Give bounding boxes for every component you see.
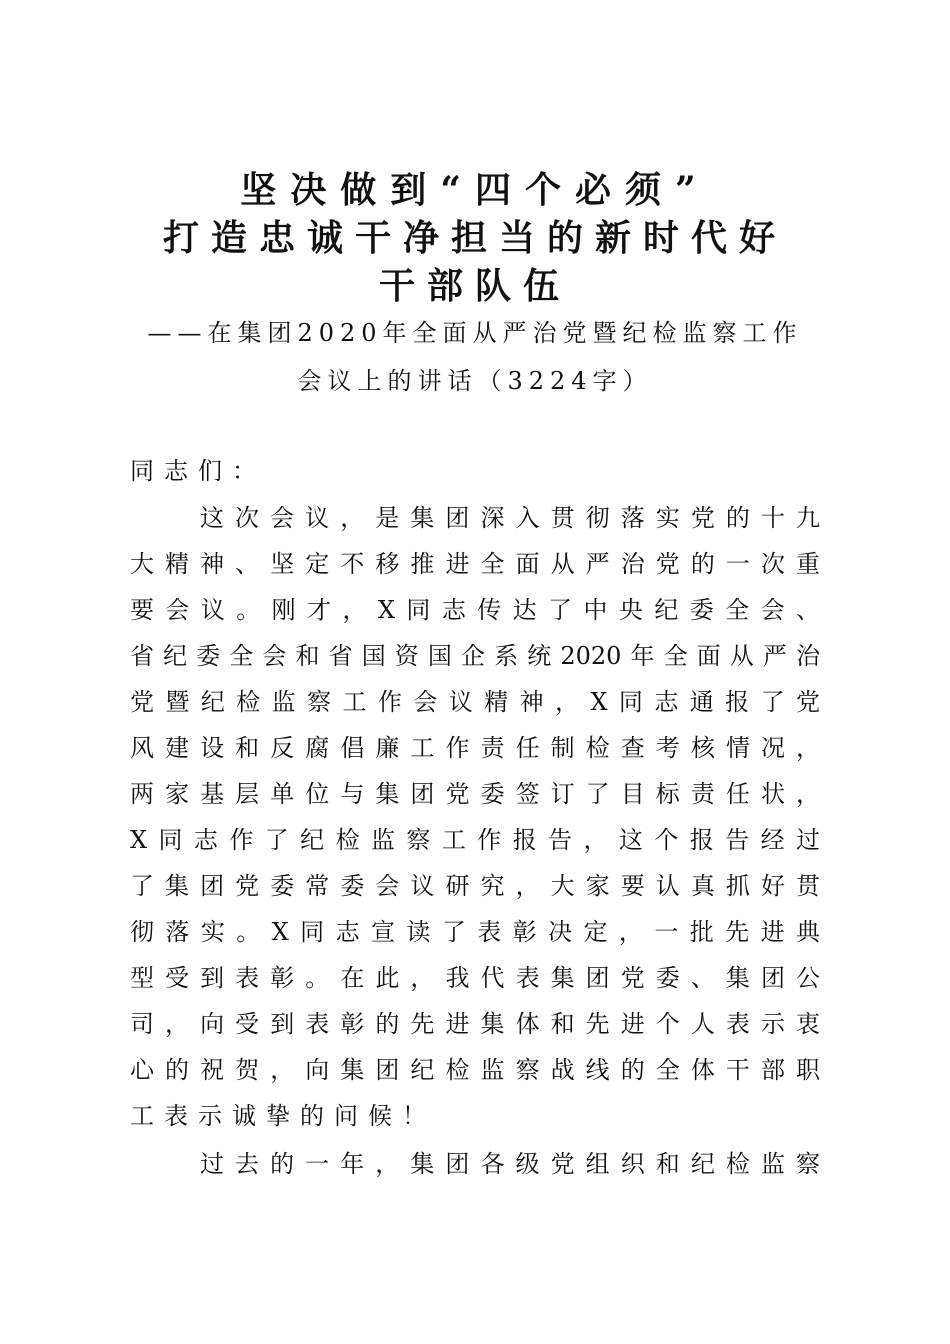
title-line-2: 打造忠诚干净担当的新时代好 <box>162 217 787 259</box>
paragraph-line: 要会议。刚才，X同志传达了中央纪委全会、 <box>130 596 820 624</box>
paragraph-line: 型受到表彰。在此，我代表集团党委、集团公 <box>130 964 820 992</box>
paragraph-line: 工表示诚挚的问候！ <box>130 1102 436 1130</box>
paragraph-line: 过去的一年，集团各级党组织和纪检监察 <box>200 1150 820 1178</box>
paragraph-line: X同志作了纪检监察工作报告，这个报告经过 <box>130 826 820 854</box>
paragraph-line: 了集团党委常委会议研究，大家要认真抓好贯 <box>130 872 820 900</box>
paragraph-line: 心的祝贺，向集团纪检监察战线的全体干部职 <box>130 1056 820 1084</box>
paragraph-line: 这次会议，是集团深入贯彻落实党的十九 <box>200 504 820 532</box>
paragraph-line: 两家基层单位与集团党委签订了目标责任状， <box>130 780 820 808</box>
paragraph-line: 党暨纪检监察工作会议精神，X同志通报了党 <box>130 688 820 716</box>
paragraph-line: 大精神、坚定不移推进全面从严治党的一次重 <box>130 550 820 578</box>
title-line-3: 干部队伍 <box>378 265 571 307</box>
paragraph-line: 彻落实。X同志宣读了表彰决定，一批先进典 <box>130 918 820 946</box>
paragraph-line: 风建设和反腐倡廉工作责任制检查考核情况， <box>130 734 820 762</box>
greeting: 同志们： <box>130 457 266 485</box>
paragraph-line: 司，向受到表彰的先进集体和先进个人表示衷 <box>130 1010 820 1038</box>
title-line-1: 坚决做到“四个必须” <box>240 169 710 211</box>
subtitle-line-2: 会议上的讲话（3224字） <box>297 367 653 395</box>
paragraph-line: 省纪委全会和省国资国企系统2020年全面从严治 <box>130 642 820 670</box>
subtitle-line-1: ——在集团2020年全面从严治党暨纪检监察工作 <box>147 319 803 347</box>
